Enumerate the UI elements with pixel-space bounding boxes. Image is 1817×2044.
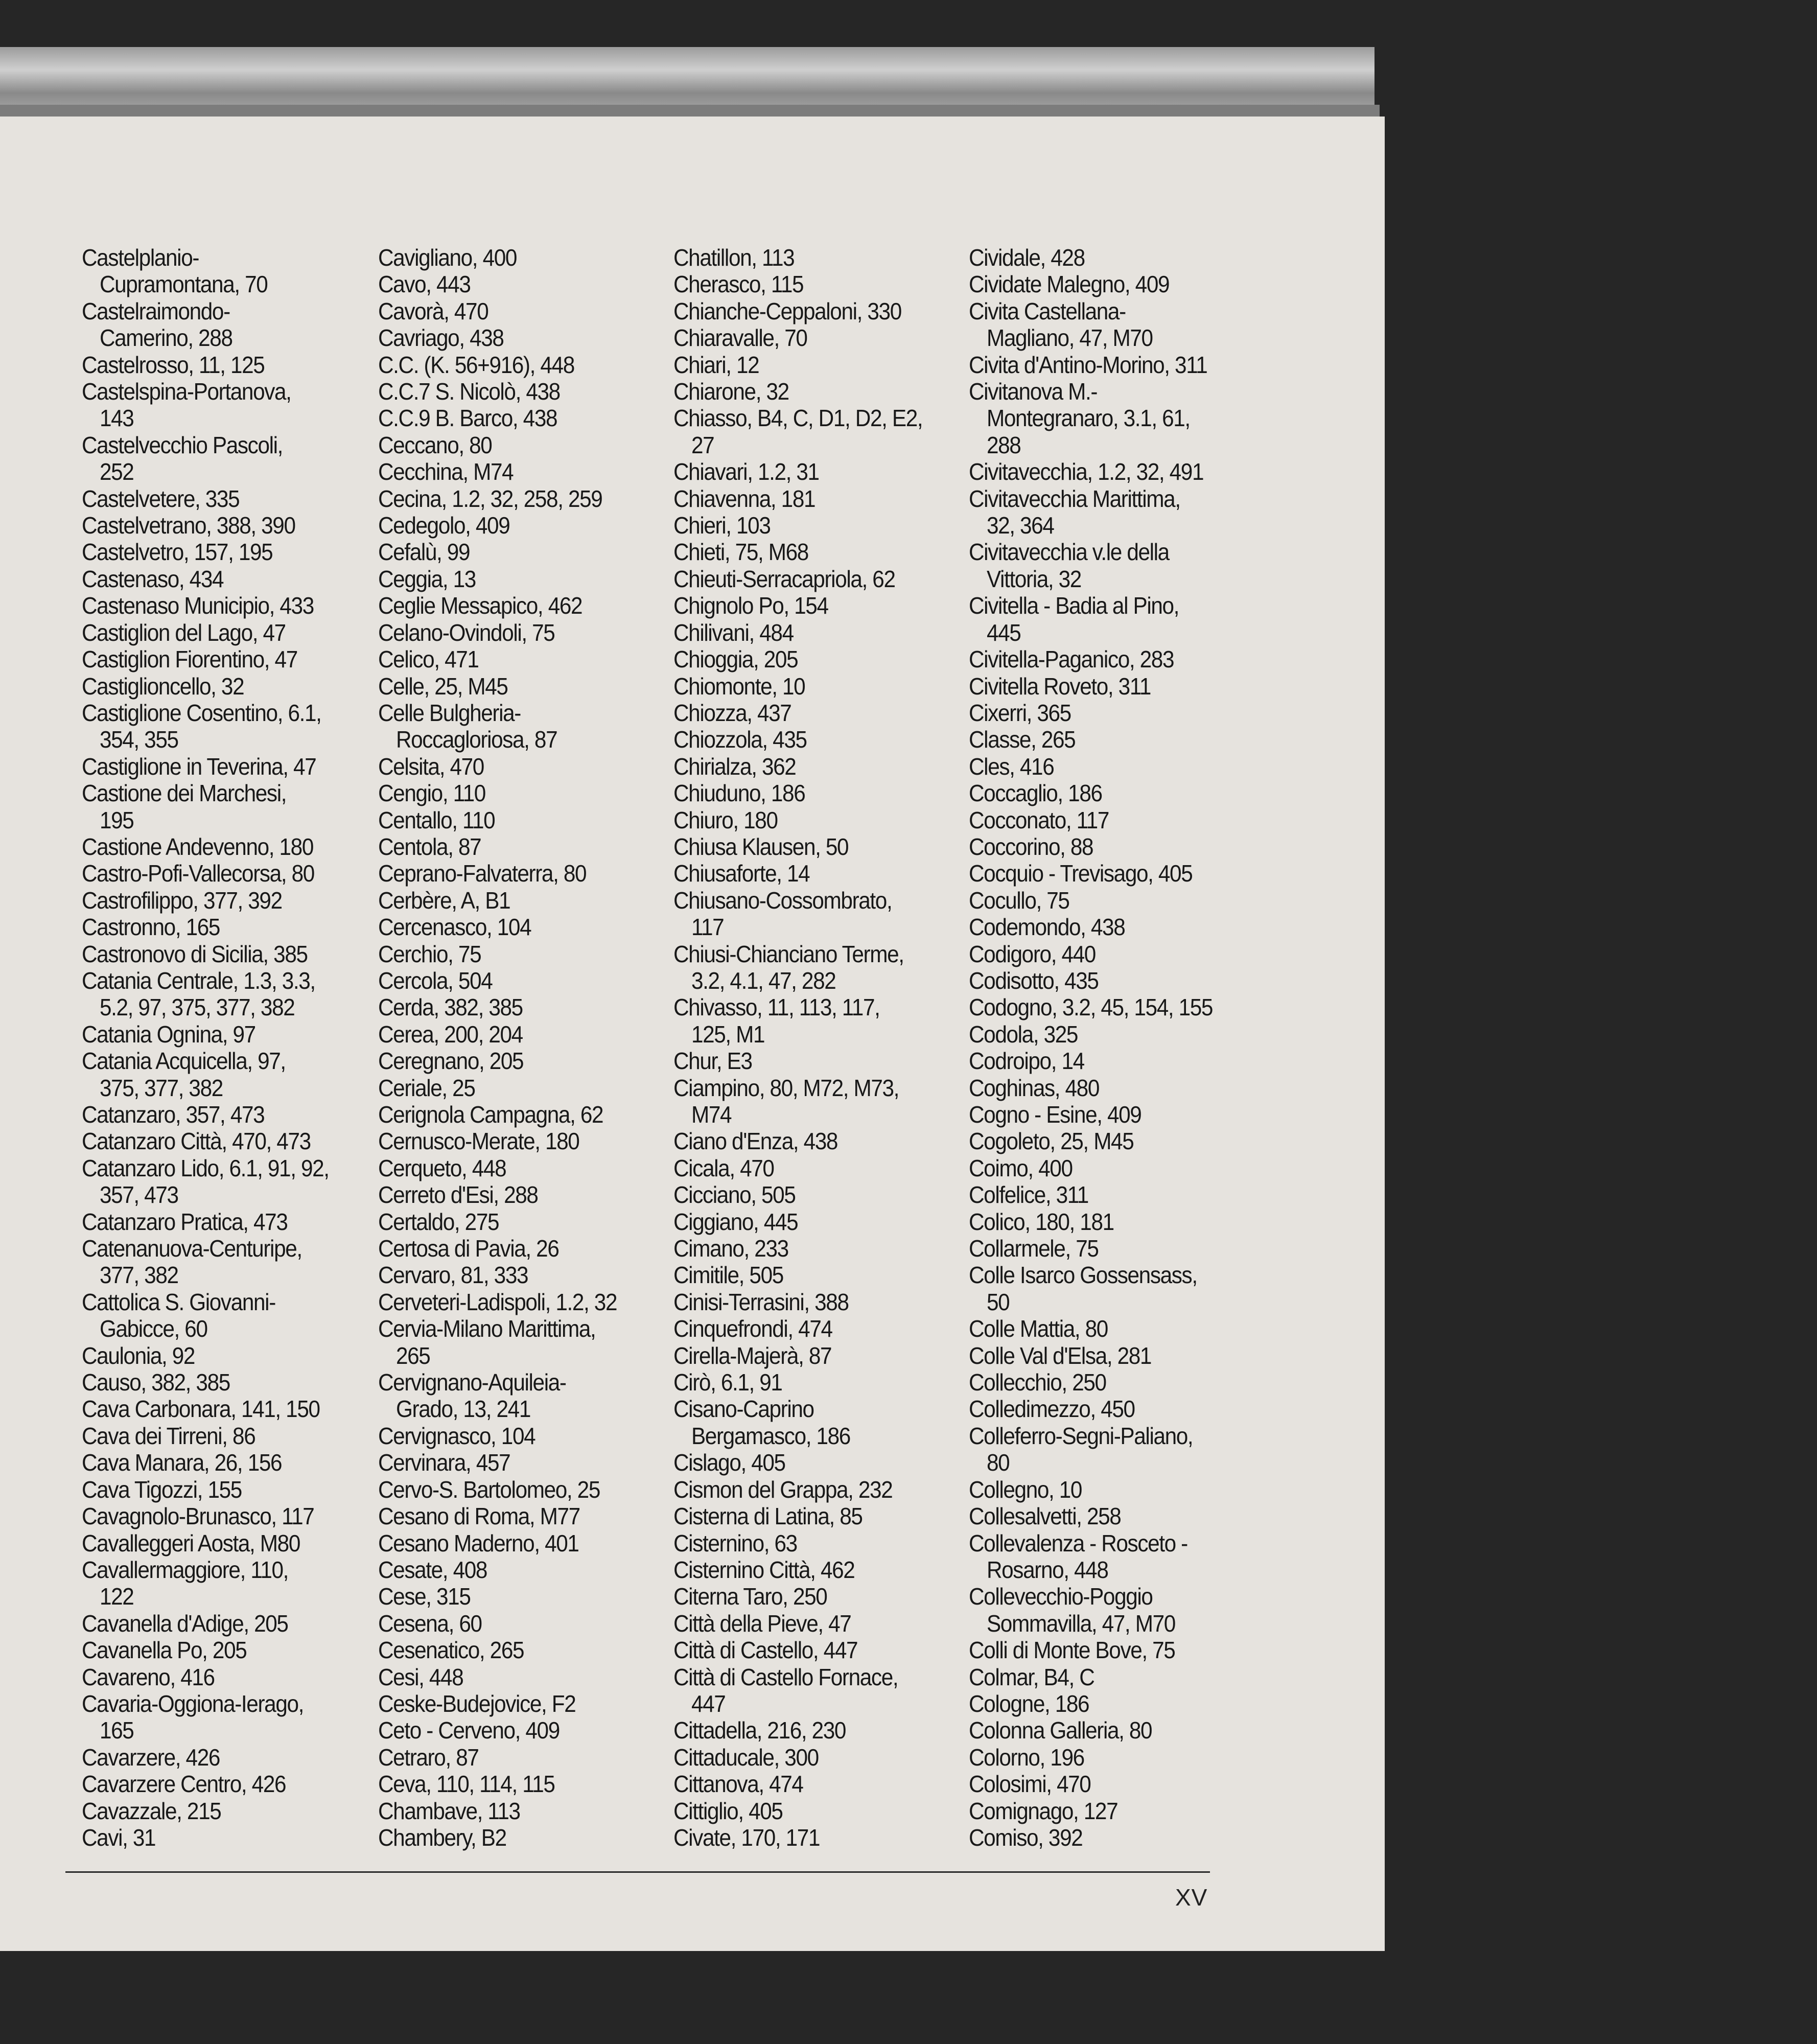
index-entry: Cedegolo, 409 bbox=[378, 512, 510, 539]
index-entry: Chiusi-Chianciano Terme, 3.2, 4.1, 47, 282 bbox=[673, 940, 904, 994]
index-entry: Catanzaro Pratica, 473 bbox=[82, 1208, 288, 1235]
index-entry: Città di Castello Fornace, 447 bbox=[673, 1663, 898, 1717]
index-entry: Chieri, 103 bbox=[673, 512, 771, 539]
index-entry: Certosa di Pavia, 26 bbox=[378, 1235, 559, 1262]
index-entry: Castelvetrano, 388, 390 bbox=[82, 512, 295, 539]
index-entry: Cecina, 1.2, 32, 258, 259 bbox=[378, 485, 602, 512]
index-entry: Chiuduno, 186 bbox=[673, 780, 805, 807]
index-entry: Cengio, 110 bbox=[378, 780, 485, 807]
index-entry: Cercola, 504 bbox=[378, 967, 493, 994]
index-entry: Cerveteri-Ladispoli, 1.2, 32 bbox=[378, 1288, 617, 1315]
index-entry: Civitella-Paganico, 283 bbox=[969, 646, 1174, 673]
footer-rule bbox=[65, 1871, 1210, 1873]
index-entry: Colleferro-Segni-Paliano, 80 bbox=[969, 1422, 1193, 1476]
index-entry: Cavareno, 416 bbox=[82, 1663, 215, 1690]
index-entry: Cimitile, 505 bbox=[673, 1262, 783, 1289]
index-entry: Ciggiano, 445 bbox=[673, 1208, 798, 1235]
index-entry: Chiarone, 32 bbox=[673, 378, 789, 405]
index-entry: Cisternino, 63 bbox=[673, 1529, 797, 1557]
index-entry: Civitavecchia Marittima, 32, 364 bbox=[969, 485, 1180, 539]
index-entry: Chieuti-Serracapriola, 62 bbox=[673, 565, 895, 592]
index-entry: Cicala, 470 bbox=[673, 1154, 774, 1181]
index-entry: Cava Carbonara, 141, 150 bbox=[82, 1396, 320, 1423]
index-entry: Centola, 87 bbox=[378, 833, 481, 860]
index-entry: Chioggia, 205 bbox=[673, 646, 798, 673]
index-entry: Cinquefrondi, 474 bbox=[673, 1315, 832, 1342]
index-entry: Ceccano, 80 bbox=[378, 431, 492, 458]
index-entry: Castiglion Fiorentino, 47 bbox=[82, 646, 297, 673]
index-entry: Collecchio, 250 bbox=[969, 1369, 1106, 1396]
index-entry: Cese, 315 bbox=[378, 1583, 471, 1610]
index-column-2 bbox=[378, 244, 680, 1851]
index-entry: Coghinas, 480 bbox=[969, 1074, 1099, 1101]
index-entry: Cogoleto, 25, M45 bbox=[969, 1128, 1134, 1155]
index-entry: Codigoro, 440 bbox=[969, 940, 1096, 967]
index-entry: Cavagnolo-Brunasco, 117 bbox=[82, 1503, 314, 1530]
index-entry: Città di Castello, 447 bbox=[673, 1637, 858, 1664]
index-entry: Chianche-Ceppaloni, 330 bbox=[673, 297, 901, 324]
index-entry: Cittanova, 474 bbox=[673, 1771, 803, 1798]
index-entry: Cavalleggeri Aosta, M80 bbox=[82, 1529, 300, 1557]
index-entry: Chambery, B2 bbox=[378, 1824, 506, 1851]
index-entry: C.C.7 S. Nicolò, 438 bbox=[378, 378, 560, 405]
index-entry: Castelvetro, 157, 195 bbox=[82, 539, 273, 566]
index-entry: Chiaravalle, 70 bbox=[673, 324, 807, 352]
index-entry: Collegno, 10 bbox=[969, 1476, 1082, 1503]
index-entry: Ceva, 110, 114, 115 bbox=[378, 1771, 555, 1798]
index-entry: Catanzaro Lido, 6.1, 91, 92, 357, 473 bbox=[82, 1154, 329, 1209]
index-entry: Castelrosso, 11, 125 bbox=[82, 351, 265, 378]
index-entry: Cesate, 408 bbox=[378, 1556, 487, 1583]
index-entry: Cirella-Majerà, 87 bbox=[673, 1342, 832, 1369]
index-entry: Cesano Maderno, 401 bbox=[378, 1529, 579, 1557]
index-entry: Cernusco-Merate, 180 bbox=[378, 1128, 579, 1155]
index-entry: Cittaducale, 300 bbox=[673, 1744, 819, 1771]
index-entry: Ciano d'Enza, 438 bbox=[673, 1128, 838, 1155]
index-entry: Colle Mattia, 80 bbox=[969, 1315, 1108, 1342]
index-entry: Certaldo, 275 bbox=[378, 1208, 499, 1235]
index-entry: Castro-Pofi-Vallecorsa, 80 bbox=[82, 860, 314, 887]
index-entry: Cavarzere Centro, 426 bbox=[82, 1771, 286, 1798]
index-entry: Cercenasco, 104 bbox=[378, 914, 531, 941]
index-entry: Cavarzere, 426 bbox=[82, 1744, 220, 1771]
index-entry: Civitella Roveto, 311 bbox=[969, 672, 1151, 700]
index-entry: Cavaria-Oggiona-Ierago, 165 bbox=[82, 1690, 304, 1744]
index-entry: Catania Acquicella, 97, 375, 377, 382 bbox=[82, 1048, 286, 1101]
index-entry: Castiglion del Lago, 47 bbox=[82, 619, 286, 646]
index-entry: Coimo, 400 bbox=[969, 1154, 1073, 1181]
index-entry: Cesi, 448 bbox=[378, 1663, 463, 1690]
index-entry: Catania Centrale, 1.3, 3.3, 5.2, 97, 375, 377, 382 bbox=[82, 967, 315, 1021]
index-entry: Civitavecchia v.le della Vittoria, 32 bbox=[969, 539, 1169, 592]
index-entry: Collevecchio-Poggio Sommavilla, 47, M70 bbox=[969, 1583, 1175, 1637]
index-entry: Cervignasco, 104 bbox=[378, 1422, 535, 1449]
index-entry: Cislago, 405 bbox=[673, 1449, 785, 1476]
index-entry: Cavallermaggiore, 110, 122 bbox=[82, 1556, 289, 1610]
index-column-1 bbox=[82, 244, 383, 1851]
index-entry: Caulonia, 92 bbox=[82, 1342, 195, 1369]
index-entry: Chiavenna, 181 bbox=[673, 485, 816, 512]
index-entry: Chiusaforte, 14 bbox=[673, 860, 810, 887]
index-entry: Chiusano-Cossombrato, 117 bbox=[673, 887, 892, 941]
index-entry: Cividale, 428 bbox=[969, 244, 1085, 271]
index-entry: Cerbère, A, B1 bbox=[378, 887, 510, 914]
index-entry: Cerignola Campagna, 62 bbox=[378, 1101, 603, 1128]
index-entry: Città della Pieve, 47 bbox=[673, 1610, 851, 1637]
index-entry: Chiusa Klausen, 50 bbox=[673, 833, 849, 860]
index-entry: Centallo, 110 bbox=[378, 806, 495, 833]
index-entry: Cicciano, 505 bbox=[673, 1181, 796, 1209]
index-entry: Castronno, 165 bbox=[82, 914, 220, 941]
index-entry: Coccaglio, 186 bbox=[969, 780, 1102, 807]
index-entry: Cixerri, 365 bbox=[969, 699, 1071, 726]
index-entry: Codola, 325 bbox=[969, 1020, 1078, 1048]
index-entry: Cava dei Tirreni, 86 bbox=[82, 1422, 255, 1449]
index-entry: Castenaso Municipio, 433 bbox=[82, 592, 314, 619]
index-entry: Chieti, 75, M68 bbox=[673, 539, 808, 566]
index-entry: Cerchio, 75 bbox=[378, 940, 481, 967]
index-entry: Ceprano-Falvaterra, 80 bbox=[378, 860, 587, 887]
index-entry: Cimano, 233 bbox=[673, 1235, 788, 1262]
index-entry: Cerea, 200, 204 bbox=[378, 1020, 523, 1048]
index-column-4 bbox=[969, 244, 1270, 1851]
index-entry: Civate, 170, 171 bbox=[673, 1824, 820, 1851]
index-entry: Celico, 471 bbox=[378, 646, 479, 673]
index-column-3 bbox=[673, 244, 975, 1851]
index-entry: Cogno - Esine, 409 bbox=[969, 1101, 1142, 1128]
index-entry: Cerreto d'Esi, 288 bbox=[378, 1181, 538, 1209]
index-entry: Codogno, 3.2, 45, 154, 155 bbox=[969, 994, 1213, 1021]
index-entry: Colle Isarco Gossensass, 50 bbox=[969, 1262, 1197, 1315]
index-entry: Classe, 265 bbox=[969, 726, 1076, 753]
index-entry: Cavi, 31 bbox=[82, 1824, 156, 1851]
index-entry: Cocullo, 75 bbox=[969, 887, 1069, 914]
index-entry: Cesenatico, 265 bbox=[378, 1637, 524, 1664]
index-entry: Castiglione in Teverina, 47 bbox=[82, 753, 316, 780]
index-entry: Ceggia, 13 bbox=[378, 565, 476, 592]
index-entry: Catanzaro Città, 470, 473 bbox=[82, 1128, 311, 1155]
index-entry: Chiomonte, 10 bbox=[673, 672, 805, 700]
index-entry: Cervinara, 457 bbox=[378, 1449, 510, 1476]
index-entry: Castiglioncello, 32 bbox=[82, 672, 244, 700]
index-entry: Chambave, 113 bbox=[378, 1797, 520, 1824]
index-entry: Colico, 180, 181 bbox=[969, 1208, 1114, 1235]
index-entry: Chiuro, 180 bbox=[673, 806, 778, 833]
index-entry: Cavorà, 470 bbox=[378, 297, 488, 324]
index-entry: Cismon del Grappa, 232 bbox=[673, 1476, 893, 1503]
index-entry: Colmar, B4, C bbox=[969, 1663, 1094, 1690]
index-entry: Catenanuova-Centuripe, 377, 382 bbox=[82, 1235, 302, 1289]
index-entry: Comiso, 392 bbox=[969, 1824, 1083, 1851]
index-entry: Ceglie Messapico, 462 bbox=[378, 592, 583, 619]
index-entry: Cocconato, 117 bbox=[969, 806, 1109, 833]
index-entry: Catanzaro, 357, 473 bbox=[82, 1101, 265, 1128]
index-entry: C.C. (K. 56+916), 448 bbox=[378, 351, 574, 378]
index-entry: Chiasso, B4, C, D1, D2, E2, 27 bbox=[673, 405, 923, 458]
index-entry: Cattolica S. Giovanni- Gabicce, 60 bbox=[82, 1288, 275, 1342]
index-entry: Cetraro, 87 bbox=[378, 1744, 479, 1771]
index-entry: Chiozza, 437 bbox=[673, 699, 791, 726]
index-entry: Cavazzale, 215 bbox=[82, 1797, 221, 1824]
index-entry: Cavanella Po, 205 bbox=[82, 1637, 247, 1664]
page-number: XV bbox=[1175, 1884, 1208, 1911]
index-entry: Cisternino Città, 462 bbox=[673, 1556, 855, 1583]
index-entry: Comignago, 127 bbox=[969, 1797, 1118, 1824]
index-entry: Cisterna di Latina, 85 bbox=[673, 1503, 863, 1530]
index-entry: Castenaso, 434 bbox=[82, 565, 224, 592]
index-entry: Cava Manara, 26, 156 bbox=[82, 1449, 282, 1476]
index-entry: Cittadella, 216, 230 bbox=[673, 1717, 846, 1744]
index-entry: Colle Val d'Elsa, 281 bbox=[969, 1342, 1152, 1369]
index-entry: Collarmele, 75 bbox=[969, 1235, 1099, 1262]
index-entry: Chignolo Po, 154 bbox=[673, 592, 828, 619]
index-entry: Castelvecchio Pascoli, 252 bbox=[82, 431, 283, 485]
index-entry: Cisano-Caprino Bergamasco, 186 bbox=[673, 1396, 850, 1449]
index-entry: Cavigliano, 400 bbox=[378, 244, 517, 271]
index-entry: Coccorino, 88 bbox=[969, 833, 1093, 860]
index-entry: Civita Castellana- Magliano, 47, M70 bbox=[969, 297, 1153, 352]
index-entry: Ciampino, 80, M72, M73, M74 bbox=[673, 1074, 899, 1128]
index-entry: Castelraimondo- Camerino, 288 bbox=[82, 297, 232, 352]
index-entry: Cles, 416 bbox=[969, 753, 1054, 780]
index-entry: Ceske-Budejovice, F2 bbox=[378, 1690, 576, 1717]
index-entry: Castione dei Marchesi, 195 bbox=[82, 780, 287, 833]
index-entry: Castelplanio- Cupramontana, 70 bbox=[82, 244, 268, 298]
index-entry: Celle Bulgheria- Roccagloriosa, 87 bbox=[378, 699, 557, 753]
index-entry: Cesano di Roma, M77 bbox=[378, 1503, 580, 1530]
index-entry: Chiari, 12 bbox=[673, 351, 759, 378]
index-entry: Civita d'Antino-Morino, 311 bbox=[969, 351, 1207, 378]
index-entry: Cervia-Milano Marittima, 265 bbox=[378, 1315, 596, 1369]
index-entry: Chiozzola, 435 bbox=[673, 726, 807, 753]
index-entry: Codemondo, 438 bbox=[969, 914, 1125, 941]
index-entry: Cava Tigozzi, 155 bbox=[82, 1476, 242, 1503]
index-entry: Cervaro, 81, 333 bbox=[378, 1262, 528, 1289]
index-entry: Colorno, 196 bbox=[969, 1744, 1084, 1771]
index-entry: Ceriale, 25 bbox=[378, 1074, 475, 1101]
index-entry: C.C.9 B. Barco, 438 bbox=[378, 405, 557, 432]
index-entry: Codroipo, 14 bbox=[969, 1048, 1084, 1075]
index-entry: Civitella - Badia al Pino, 445 bbox=[969, 592, 1179, 646]
index-entry: Cavo, 443 bbox=[378, 271, 471, 298]
index-entry: Cirò, 6.1, 91 bbox=[673, 1369, 782, 1396]
index-entry: Catania Ognina, 97 bbox=[82, 1020, 255, 1048]
index-entry: Castrofilippo, 377, 392 bbox=[82, 887, 282, 914]
index-entry: Colledimezzo, 450 bbox=[969, 1396, 1135, 1423]
index-entry: Chivasso, 11, 113, 117, 125, M1 bbox=[673, 994, 880, 1048]
index-entry: Chirialza, 362 bbox=[673, 753, 796, 780]
index-entry: Codisotto, 435 bbox=[969, 967, 1099, 994]
index-entry: Cittiglio, 405 bbox=[673, 1797, 783, 1824]
index-page bbox=[0, 117, 1385, 1951]
index-entry: Citerna Taro, 250 bbox=[673, 1583, 827, 1610]
index-entry: Chilivani, 484 bbox=[673, 619, 794, 646]
index-entry: Colonna Galleria, 80 bbox=[969, 1717, 1152, 1744]
index-entry: Cividate Malegno, 409 bbox=[969, 271, 1170, 298]
index-entry: Civitavecchia, 1.2, 32, 491 bbox=[969, 458, 1204, 485]
index-entry: Colfelice, 311 bbox=[969, 1181, 1088, 1209]
index-entry: Cavriago, 438 bbox=[378, 324, 504, 352]
index-entry: Collevalenza - Rosceto - Rosarno, 448 bbox=[969, 1529, 1187, 1583]
index-entry: Celle, 25, M45 bbox=[378, 672, 508, 700]
index-entry: Celsita, 470 bbox=[378, 753, 484, 780]
index-entry: Colli di Monte Bove, 75 bbox=[969, 1637, 1175, 1664]
index-entry: Cesena, 60 bbox=[378, 1610, 482, 1637]
index-entry: Cherasco, 115 bbox=[673, 271, 804, 298]
index-entry: Castelspina-Portanova, 143 bbox=[82, 378, 291, 432]
index-entry: Castelvetere, 335 bbox=[82, 485, 240, 512]
index-entry: Causo, 382, 385 bbox=[82, 1369, 230, 1396]
index-entry: Cervo-S. Bartolomeo, 25 bbox=[378, 1476, 600, 1503]
index-entry: Colosimi, 470 bbox=[969, 1771, 1091, 1798]
index-entry: Cecchina, M74 bbox=[378, 458, 514, 485]
index-entry: Chur, E3 bbox=[673, 1048, 752, 1075]
index-entry: Ceregnano, 205 bbox=[378, 1048, 524, 1075]
index-entry: Cefalù, 99 bbox=[378, 539, 470, 566]
index-entry: Castiglione Cosentino, 6.1, 354, 355 bbox=[82, 699, 321, 753]
index-entry: Cinisi-Terrasini, 388 bbox=[673, 1288, 849, 1315]
index-entry: Celano-Ovindoli, 75 bbox=[378, 619, 555, 646]
index-entry: Ceto - Cerveno, 409 bbox=[378, 1717, 560, 1744]
index-entry: Cavanella d'Adige, 205 bbox=[82, 1610, 288, 1637]
index-entry: Cerda, 382, 385 bbox=[378, 994, 523, 1021]
index-entry: Chatillon, 113 bbox=[673, 244, 795, 271]
index-entry: Cocquio - Trevisago, 405 bbox=[969, 860, 1193, 887]
index-entry: Castione Andevenno, 180 bbox=[82, 833, 313, 860]
index-entry: Civitanova M.- Montegranaro, 3.1, 61, 288 bbox=[969, 378, 1190, 458]
index-entry: Chiavari, 1.2, 31 bbox=[673, 458, 819, 485]
index-entry: Cervignano-Aquileia- Grado, 13, 241 bbox=[378, 1369, 566, 1423]
index-entry: Cologne, 186 bbox=[969, 1690, 1089, 1717]
index-entry: Collesalvetti, 258 bbox=[969, 1503, 1121, 1530]
index-entry: Cerqueto, 448 bbox=[378, 1154, 506, 1181]
index-entry: Castronovo di Sicilia, 385 bbox=[82, 940, 308, 967]
